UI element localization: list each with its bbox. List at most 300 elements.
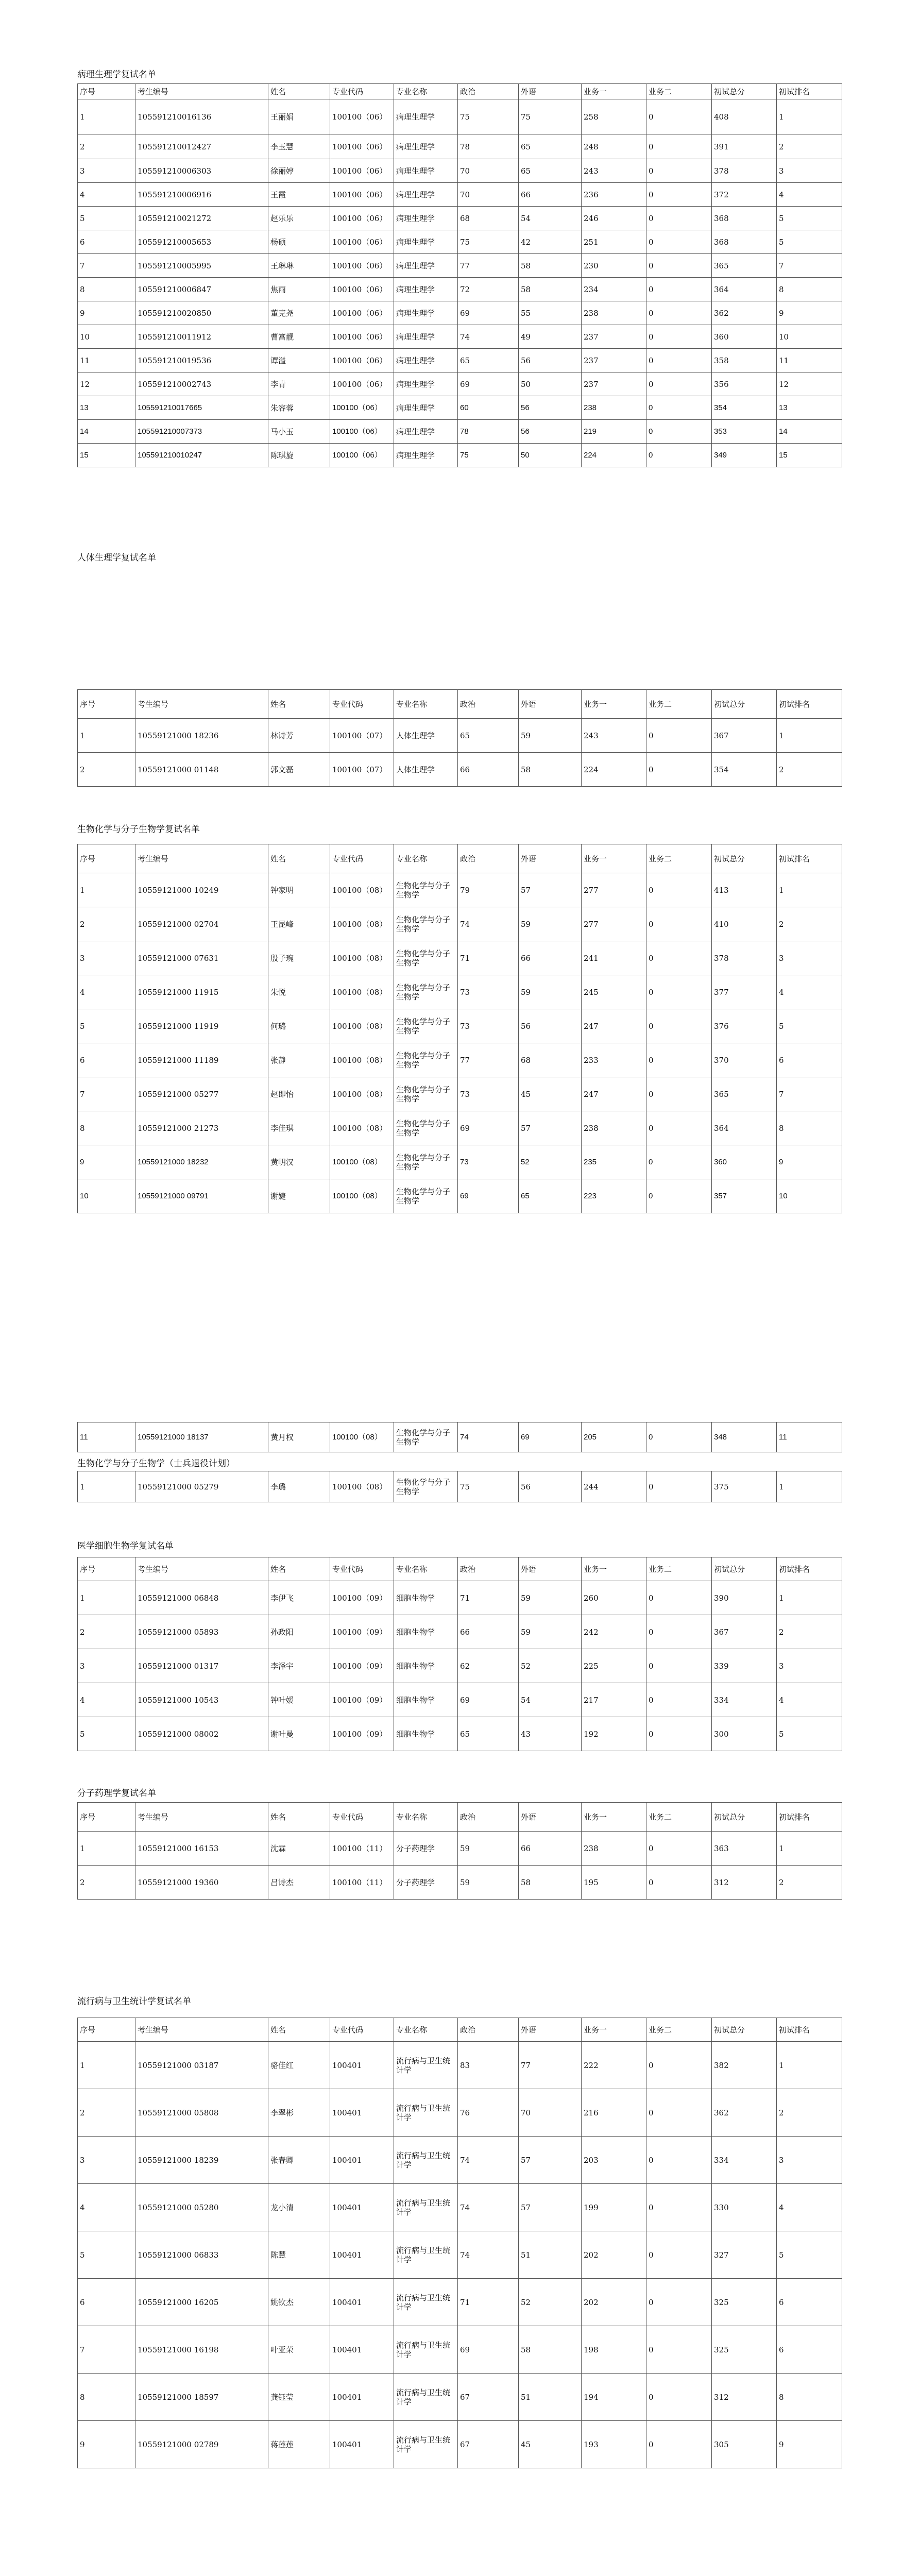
table-cell: 3 xyxy=(777,159,842,183)
table-row xyxy=(78,372,842,396)
table-cell: 10559121000 16205 xyxy=(135,2279,268,2326)
table-cell: 8 xyxy=(777,2374,842,2421)
table-cell: 王昆峰 xyxy=(268,907,330,941)
table-cell: 0 xyxy=(646,719,712,753)
table-cell: 马小玉 xyxy=(268,420,330,444)
table-cell: 58 xyxy=(519,2326,582,2374)
table-cell: 分子药理学 xyxy=(394,1866,458,1900)
table-cell: 68 xyxy=(519,1043,582,1077)
table-cell: 10559121000 18239 xyxy=(135,2137,268,2184)
table-cell: 57 xyxy=(519,2137,582,2184)
table-cell: 73 xyxy=(458,975,519,1009)
header-cell: 政治 xyxy=(458,84,519,99)
header-cell: 业务二 xyxy=(646,84,712,99)
header-cell: 初试排名 xyxy=(777,844,842,873)
table-cell: 59 xyxy=(458,1832,519,1866)
table-cell: 10559121000 05279 xyxy=(135,1471,268,1502)
table-row xyxy=(78,753,842,787)
table-cell: 192 xyxy=(582,1717,646,1751)
table-cell: 14 xyxy=(78,420,135,444)
header-cell: 考生编号 xyxy=(135,1803,268,1832)
table-cell: 100100（08） xyxy=(330,1043,394,1077)
table-cell: 2 xyxy=(777,134,842,159)
table-row xyxy=(78,1471,842,1502)
table-row xyxy=(78,1179,842,1213)
table-cell: 100100（06） xyxy=(330,254,394,278)
table-cell: 2 xyxy=(78,907,135,941)
table-cell: 391 xyxy=(712,134,777,159)
table-row xyxy=(78,349,842,372)
table-cell: 6 xyxy=(78,1043,135,1077)
table-cell: 生物化学与分子生物学 xyxy=(394,1179,458,1213)
table-cell: 细胞生物学 xyxy=(394,1615,458,1649)
table-cell: 100100（09） xyxy=(330,1581,394,1615)
table-cell: 0 xyxy=(646,2137,712,2184)
table-cell: 56 xyxy=(519,420,582,444)
table-cell: 0 xyxy=(646,2089,712,2137)
table-cell: 70 xyxy=(519,2089,582,2137)
table-cell: 413 xyxy=(712,873,777,907)
table-cell: 龙小清 xyxy=(268,2184,330,2231)
table-cell: 195 xyxy=(582,1866,646,1900)
table-row xyxy=(78,1717,842,1751)
table-cell: 4 xyxy=(777,975,842,1009)
table-cell: 6 xyxy=(777,2326,842,2374)
table-cell: 362 xyxy=(712,2089,777,2137)
table-cell: 0 xyxy=(646,1649,712,1683)
header-cell: 外语 xyxy=(519,1803,582,1832)
table-cell: 7 xyxy=(777,254,842,278)
table-cell: 54 xyxy=(519,207,582,230)
table-cell: 100100（06） xyxy=(330,134,394,159)
table-cell: 100401 xyxy=(330,2042,394,2089)
table-cell: 62 xyxy=(458,1649,519,1683)
table-cell: 105591210017665 xyxy=(135,396,268,420)
table-cell: 100401 xyxy=(330,2184,394,2231)
table-cell: 14 xyxy=(777,420,842,444)
table-cell: 360 xyxy=(712,1145,777,1179)
table-cell: 219 xyxy=(582,420,646,444)
table-row xyxy=(78,975,842,1009)
table-cell: 74 xyxy=(458,325,519,349)
table-row xyxy=(78,207,842,230)
table-cell: 王霞 xyxy=(268,183,330,207)
header-cell: 初试总分 xyxy=(712,844,777,873)
header-cell: 业务一 xyxy=(582,84,646,99)
table-cell: 病理生理学 xyxy=(394,134,458,159)
table-cell: 流行病与卫生统计学 xyxy=(394,2279,458,2326)
table-cell: 100100（06） xyxy=(330,444,394,467)
table-cell: 71 xyxy=(458,941,519,975)
table-cell: 流行病与卫生统计学 xyxy=(394,2231,458,2279)
table-cell: 10559121000 03187 xyxy=(135,2042,268,2089)
table-cell: 198 xyxy=(582,2326,646,2374)
table-cell: 248 xyxy=(582,134,646,159)
table-row xyxy=(78,1422,842,1452)
header-cell: 初试排名 xyxy=(777,1557,842,1581)
header-cell: 姓名 xyxy=(268,1803,330,1832)
table-cell: 243 xyxy=(582,719,646,753)
table-cell: 77 xyxy=(519,2042,582,2089)
header-cell: 序号 xyxy=(78,1557,135,1581)
table-cell: 0 xyxy=(646,1581,712,1615)
table-cell: 0 xyxy=(646,2042,712,2089)
table-cell: 10559121000 16198 xyxy=(135,2326,268,2374)
table-cell: 105591210002743 xyxy=(135,372,268,396)
table-cell: 3 xyxy=(777,2137,842,2184)
table-cell: 0 xyxy=(646,2421,712,2468)
table-cell: 生物化学与分子生物学 xyxy=(394,1043,458,1077)
table-row xyxy=(78,1009,842,1043)
table-cell: 0 xyxy=(646,1111,712,1145)
table-cell: 246 xyxy=(582,207,646,230)
table-cell: 74 xyxy=(458,907,519,941)
table-cell: 59 xyxy=(519,1581,582,1615)
table-cell: 5 xyxy=(78,1717,135,1751)
table-cell: 334 xyxy=(712,1683,777,1717)
table-cell: 8 xyxy=(777,278,842,301)
table-cell: 68 xyxy=(458,207,519,230)
section-title: 生物化学与分子生物学复试名单 xyxy=(77,824,200,835)
header-cell: 初试排名 xyxy=(777,2018,842,2042)
table-cell: 10559121000 18597 xyxy=(135,2374,268,2421)
table-cell: 105591210020850 xyxy=(135,301,268,325)
table-cell: 105591210007373 xyxy=(135,420,268,444)
table-cell: 238 xyxy=(582,1111,646,1145)
table-cell: 69 xyxy=(458,372,519,396)
table-cell: 100100（06） xyxy=(330,396,394,420)
table-cell: 张静 xyxy=(268,1043,330,1077)
table-row xyxy=(78,1111,842,1145)
table-cell: 69 xyxy=(519,1422,582,1452)
table-cell: 251 xyxy=(582,230,646,254)
table-cell: 100100（07） xyxy=(330,753,394,787)
header-cell: 专业代码 xyxy=(330,1803,394,1832)
table-cell: 10 xyxy=(78,325,135,349)
table-cell: 12 xyxy=(78,372,135,396)
table-cell: 100100（09） xyxy=(330,1649,394,1683)
table-cell: 10559121000 06848 xyxy=(135,1581,268,1615)
table-cell: 100100（06） xyxy=(330,159,394,183)
table-row xyxy=(78,1683,842,1717)
table-cell: 348 xyxy=(712,1422,777,1452)
table-cell: 100401 xyxy=(330,2089,394,2137)
table-cell: 234 xyxy=(582,278,646,301)
table-cell: 100401 xyxy=(330,2231,394,2279)
header-cell: 外语 xyxy=(519,84,582,99)
table-cell: 0 xyxy=(646,420,712,444)
table-cell: 69 xyxy=(458,301,519,325)
table-cell: 100100（09） xyxy=(330,1683,394,1717)
header-cell: 考生编号 xyxy=(135,690,268,719)
table-cell: 105591210012427 xyxy=(135,134,268,159)
header-cell: 姓名 xyxy=(268,2018,330,2042)
table-cell: 0 xyxy=(646,183,712,207)
table-cell: 69 xyxy=(458,2326,519,2374)
table-cell: 364 xyxy=(712,1111,777,1145)
table-cell: 8 xyxy=(78,2374,135,2421)
table-cell: 71 xyxy=(458,1581,519,1615)
table-cell: 3 xyxy=(78,2137,135,2184)
table-cell: 4 xyxy=(777,2184,842,2231)
table-cell: 300 xyxy=(712,1717,777,1751)
table-row xyxy=(78,230,842,254)
table-row xyxy=(78,1077,842,1111)
table-header-row xyxy=(78,84,842,99)
table-cell: 10 xyxy=(78,1179,135,1213)
table-cell: 7 xyxy=(78,1077,135,1111)
table-cell: 105591210011912 xyxy=(135,325,268,349)
table-cell: 277 xyxy=(582,907,646,941)
table-cell: 57 xyxy=(519,873,582,907)
section-title: 人体生理学复试名单 xyxy=(77,553,156,563)
table-cell: 100100（08） xyxy=(330,1145,394,1179)
table-cell: 分子药理学 xyxy=(394,1832,458,1866)
table-cell: 10559121000 05280 xyxy=(135,2184,268,2231)
table-cell: 郭文磊 xyxy=(268,753,330,787)
table-cell: 100100（06） xyxy=(330,372,394,396)
table-cell: 238 xyxy=(582,1832,646,1866)
table-cell: 0 xyxy=(646,2231,712,2279)
table-cell: 408 xyxy=(712,99,777,134)
header-cell: 姓名 xyxy=(268,1557,330,1581)
table-cell: 69 xyxy=(458,1179,519,1213)
table-cell: 100100（09） xyxy=(330,1717,394,1751)
table-cell: 0 xyxy=(646,1043,712,1077)
table-row xyxy=(78,1832,842,1866)
table-cell: 4 xyxy=(78,975,135,1009)
table-cell: 9 xyxy=(78,301,135,325)
table-row xyxy=(78,1145,842,1179)
table-cell: 7 xyxy=(78,2326,135,2374)
table-cell: 龚钰莹 xyxy=(268,2374,330,2421)
header-cell: 业务二 xyxy=(646,1557,712,1581)
table-cell: 姚钦杰 xyxy=(268,2279,330,2326)
table-cell: 365 xyxy=(712,1077,777,1111)
table-cell: 237 xyxy=(582,372,646,396)
table-cell: 10559121000 19360 xyxy=(135,1866,268,1900)
table-cell: 244 xyxy=(582,1471,646,1502)
table-cell: 5 xyxy=(777,207,842,230)
table-cell: 0 xyxy=(646,99,712,134)
table-header-row xyxy=(78,1803,842,1832)
table-cell: 1 xyxy=(78,719,135,753)
table-cell: 202 xyxy=(582,2279,646,2326)
table-cell: 100100（08） xyxy=(330,975,394,1009)
header-cell: 政治 xyxy=(458,1557,519,1581)
header-cell: 序号 xyxy=(78,690,135,719)
table-cell: 66 xyxy=(458,753,519,787)
header-cell: 姓名 xyxy=(268,84,330,99)
table-cell: 65 xyxy=(519,159,582,183)
table-cell: 377 xyxy=(712,975,777,1009)
table-row xyxy=(78,396,842,420)
table-cell: 3 xyxy=(777,941,842,975)
table-cell: 73 xyxy=(458,1145,519,1179)
table-cell: 243 xyxy=(582,159,646,183)
table-cell: 368 xyxy=(712,207,777,230)
table-cell: 55 xyxy=(519,301,582,325)
admission-list-table xyxy=(77,1557,842,1751)
table-cell: 45 xyxy=(519,1077,582,1111)
table-cell: 100401 xyxy=(330,2279,394,2326)
table-cell: 1 xyxy=(78,99,135,134)
table-cell: 325 xyxy=(712,2326,777,2374)
header-cell: 业务一 xyxy=(582,690,646,719)
table-cell: 4 xyxy=(78,183,135,207)
table-cell: 10559121000 05277 xyxy=(135,1077,268,1111)
table-cell: 237 xyxy=(582,349,646,372)
header-cell: 专业代码 xyxy=(330,84,394,99)
table-cell: 230 xyxy=(582,254,646,278)
table-cell: 51 xyxy=(519,2231,582,2279)
table-cell: 65 xyxy=(458,349,519,372)
table-cell: 叶亚荣 xyxy=(268,2326,330,2374)
table-row xyxy=(78,99,842,134)
table-cell: 66 xyxy=(519,941,582,975)
header-cell: 考生编号 xyxy=(135,2018,268,2042)
table-cell: 0 xyxy=(646,1683,712,1717)
header-cell: 外语 xyxy=(519,2018,582,2042)
table-cell: 70 xyxy=(458,183,519,207)
table-cell: 李佳琪 xyxy=(268,1111,330,1145)
admission-list-table xyxy=(77,1422,842,1452)
admission-list-table xyxy=(77,689,842,787)
table-row xyxy=(78,873,842,907)
table-cell: 10559121000 18232 xyxy=(135,1145,268,1179)
table-cell: 生物化学与分子生物学 xyxy=(394,975,458,1009)
table-cell: 骆佳红 xyxy=(268,2042,330,2089)
table-cell: 100100（06） xyxy=(330,301,394,325)
table-cell: 0 xyxy=(646,1615,712,1649)
table-cell: 1 xyxy=(777,99,842,134)
table-cell: 390 xyxy=(712,1581,777,1615)
table-cell: 60 xyxy=(458,396,519,420)
table-cell: 李玉慧 xyxy=(268,134,330,159)
table-cell: 5 xyxy=(78,1009,135,1043)
table-cell: 细胞生物学 xyxy=(394,1581,458,1615)
section-title: 分子药理学复试名单 xyxy=(77,1788,156,1799)
table-cell: 5 xyxy=(777,2231,842,2279)
table-cell: 100100（08） xyxy=(330,1009,394,1043)
header-cell: 业务一 xyxy=(582,2018,646,2042)
table-cell: 生物化学与分子生物学 xyxy=(394,1111,458,1145)
table-cell: 245 xyxy=(582,975,646,1009)
table-cell: 105591210010247 xyxy=(135,444,268,467)
table-cell: 216 xyxy=(582,2089,646,2137)
table-cell: 71 xyxy=(458,2279,519,2326)
table-cell: 59 xyxy=(458,1866,519,1900)
table-cell: 病理生理学 xyxy=(394,254,458,278)
admission-list-table xyxy=(77,844,842,1213)
header-cell: 业务一 xyxy=(582,1803,646,1832)
table-cell: 生物化学与分子生物学 xyxy=(394,941,458,975)
table-cell: 73 xyxy=(458,1009,519,1043)
section-title: 流行病与卫生统计学复试名单 xyxy=(77,1996,191,2007)
table-cell: 2 xyxy=(777,1615,842,1649)
table-cell: 52 xyxy=(519,2279,582,2326)
table-cell: 10559121000 10543 xyxy=(135,1683,268,1717)
table-cell: 75 xyxy=(458,230,519,254)
table-cell: 10559121000 18236 xyxy=(135,719,268,753)
table-cell: 65 xyxy=(458,1717,519,1751)
table-cell: 73 xyxy=(458,1077,519,1111)
table-cell: 223 xyxy=(582,1179,646,1213)
table-cell: 59 xyxy=(519,1615,582,1649)
table-cell: 生物化学与分子生物学 xyxy=(394,1422,458,1452)
table-row xyxy=(78,1866,842,1900)
table-cell: 72 xyxy=(458,278,519,301)
table-cell: 49 xyxy=(519,325,582,349)
table-cell: 312 xyxy=(712,2374,777,2421)
table-cell: 100100（06） xyxy=(330,183,394,207)
table-cell: 0 xyxy=(646,753,712,787)
table-cell: 8 xyxy=(78,278,135,301)
table-cell: 4 xyxy=(777,1683,842,1717)
table-cell: 199 xyxy=(582,2184,646,2231)
table-cell: 7 xyxy=(777,1077,842,1111)
table-cell: 0 xyxy=(646,1179,712,1213)
table-row xyxy=(78,301,842,325)
table-cell: 10559121000 18137 xyxy=(135,1422,268,1452)
header-cell: 初试总分 xyxy=(712,1557,777,1581)
table-cell: 247 xyxy=(582,1077,646,1111)
table-row xyxy=(78,2374,842,2421)
table-cell: 193 xyxy=(582,2421,646,2468)
table-cell: 钟叶媛 xyxy=(268,1683,330,1717)
table-cell: 2 xyxy=(777,907,842,941)
table-cell: 100100（08） xyxy=(330,907,394,941)
table-cell: 病理生理学 xyxy=(394,325,458,349)
table-cell: 病理生理学 xyxy=(394,444,458,467)
table-cell: 56 xyxy=(519,349,582,372)
table-cell: 76 xyxy=(458,2089,519,2137)
table-cell: 0 xyxy=(646,134,712,159)
table-cell: 105591210021272 xyxy=(135,207,268,230)
table-cell: 325 xyxy=(712,2279,777,2326)
table-cell: 生物化学与分子生物学 xyxy=(394,1145,458,1179)
table-cell: 黄明汉 xyxy=(268,1145,330,1179)
table-cell: 8 xyxy=(78,1111,135,1145)
table-cell: 59 xyxy=(519,975,582,1009)
table-cell: 张春卿 xyxy=(268,2137,330,2184)
table-cell: 生物化学与分子生物学 xyxy=(394,1009,458,1043)
table-cell: 徐丽婷 xyxy=(268,159,330,183)
table-cell: 人体生理学 xyxy=(394,719,458,753)
table-cell: 378 xyxy=(712,159,777,183)
table-row xyxy=(78,134,842,159)
table-cell: 陈慧 xyxy=(268,2231,330,2279)
table-cell: 赵乐乐 xyxy=(268,207,330,230)
table-cell: 56 xyxy=(519,396,582,420)
table-cell: 流行病与卫生统计学 xyxy=(394,2326,458,2374)
table-cell: 100100（11） xyxy=(330,1832,394,1866)
table-cell: 5 xyxy=(777,230,842,254)
table-cell: 0 xyxy=(646,1145,712,1179)
table-cell: 339 xyxy=(712,1649,777,1683)
table-cell: 100100（06） xyxy=(330,99,394,134)
table-cell: 100401 xyxy=(330,2326,394,2374)
header-cell: 外语 xyxy=(519,844,582,873)
table-row xyxy=(78,1043,842,1077)
header-cell: 专业代码 xyxy=(330,2018,394,2042)
table-cell: 50 xyxy=(519,372,582,396)
table-cell: 生物化学与分子生物学 xyxy=(394,1471,458,1502)
header-cell: 初试总分 xyxy=(712,84,777,99)
header-cell: 初试总分 xyxy=(712,2018,777,2042)
table-cell: 流行病与卫生统计学 xyxy=(394,2374,458,2421)
table-cell: 67 xyxy=(458,2374,519,2421)
